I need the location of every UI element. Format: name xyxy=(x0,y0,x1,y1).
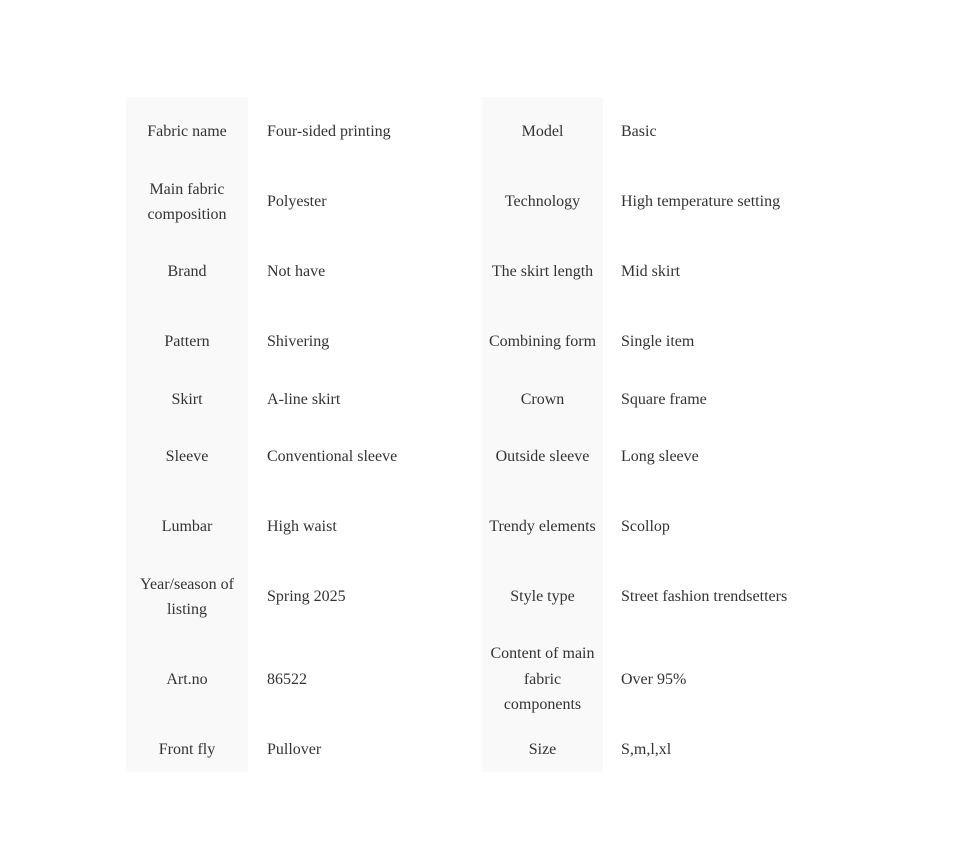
spec-label: Art.no xyxy=(126,632,248,727)
spec-label: Combining form xyxy=(482,307,603,377)
spec-label: Outside sleeve xyxy=(482,422,603,492)
spec-value: 86522 xyxy=(267,670,307,688)
spec-value: A-line skirt xyxy=(267,390,341,408)
spec-value: Scollop xyxy=(621,518,670,536)
spec-label: Main fabric composition xyxy=(126,167,248,237)
spec-value: Not have xyxy=(267,263,326,281)
table-row xyxy=(126,237,833,307)
spec-value: Long sleeve xyxy=(621,448,699,466)
spec-label: Size xyxy=(482,727,603,772)
spec-value: S,m,l,xl xyxy=(621,740,672,758)
spec-value: Street fashion trendsetters xyxy=(621,588,788,606)
table-row xyxy=(126,562,833,632)
spec-value: Mid skirt xyxy=(621,263,681,281)
table-row xyxy=(126,632,833,727)
spec-label: Trendy elements xyxy=(482,492,603,562)
spec-label: Fabric name xyxy=(126,97,248,167)
table-row xyxy=(126,307,833,377)
spec-label: Year/season of listing xyxy=(126,562,248,632)
table-row xyxy=(126,167,833,237)
table-row xyxy=(126,422,833,492)
spec-value: Spring 2025 xyxy=(267,588,346,606)
spec-value: Over 95% xyxy=(621,670,687,688)
spec-label: Skirt xyxy=(126,377,248,422)
spec-label: Pattern xyxy=(126,307,248,377)
spec-label: Brand xyxy=(126,237,248,307)
spec-value: Single item xyxy=(621,333,695,351)
table-row xyxy=(126,97,833,167)
spec-label: Content of main fabric components xyxy=(482,632,603,727)
spec-value: High waist xyxy=(267,518,337,536)
spec-value: High temperature setting xyxy=(621,193,781,211)
spec-label: Crown xyxy=(482,377,603,422)
spec-value: Shivering xyxy=(267,333,330,351)
spec-label: Style type xyxy=(482,562,603,632)
spec-label: The skirt length xyxy=(482,237,603,307)
spec-label: Sleeve xyxy=(126,422,248,492)
table-row xyxy=(126,492,833,562)
spec-label: Model xyxy=(482,97,603,167)
spec-value: Polyester xyxy=(267,193,327,211)
spec-label: Technology xyxy=(482,167,603,237)
spec-value: Four-sided printing xyxy=(267,123,391,141)
spec-value: Basic xyxy=(621,123,657,141)
table-row xyxy=(126,727,833,772)
spec-value: Conventional sleeve xyxy=(267,448,398,466)
spec-label: Lumbar xyxy=(126,492,248,562)
spec-label: Front fly xyxy=(126,727,248,772)
spec-value: Pullover xyxy=(267,740,322,758)
product-spec-table xyxy=(126,97,833,772)
table-row xyxy=(126,377,833,422)
spec-value: Square frame xyxy=(621,390,707,408)
